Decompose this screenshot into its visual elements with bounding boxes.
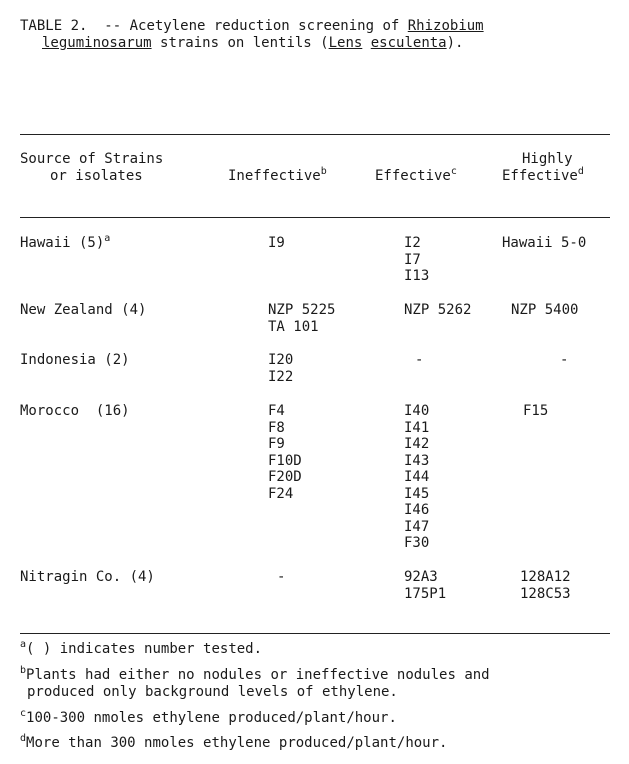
footnote-mark: a xyxy=(20,639,27,650)
footnote-mark: d xyxy=(20,733,27,744)
strain-code: 128A12 xyxy=(520,569,571,585)
strain-code: I2 xyxy=(404,235,421,251)
strain-code: I43 xyxy=(404,452,430,469)
header-highly-line2: Effective xyxy=(502,168,578,184)
title-text: Acetylene reduction screening of xyxy=(129,18,400,34)
footnote-text: 100-300 nmoles ethylene produced/plant/hour. xyxy=(26,710,397,726)
strain-code: NZP 5225 xyxy=(268,302,336,318)
strain-code: 128C53 xyxy=(520,585,571,602)
header-source-line1: Source of Strains xyxy=(20,151,164,167)
strain-code: I7 xyxy=(404,251,421,268)
row-ineffective-indonesia xyxy=(268,352,293,385)
row-source-hawaii xyxy=(20,235,110,252)
header-effective-label: Effective xyxy=(375,168,451,184)
footnote-mark-b: b xyxy=(320,166,327,177)
host-genus: Lens xyxy=(328,35,363,51)
strain-code: F15 xyxy=(523,403,549,419)
table-label: TABLE 2. xyxy=(20,18,88,34)
strain-code: F9 xyxy=(268,436,285,452)
strain-code: I45 xyxy=(404,485,430,502)
row-ineffective-new-zealand xyxy=(268,302,335,335)
strain-code: I41 xyxy=(404,419,430,436)
row-effective-morocco xyxy=(404,403,429,552)
top-rule xyxy=(20,134,610,135)
row-source-indonesia: Indonesia (2) xyxy=(20,352,130,368)
footnote-mark: c xyxy=(20,708,27,719)
footnote-text: Plants had either no nodules or ineffective nodules and xyxy=(26,667,490,683)
header-source xyxy=(20,151,163,185)
table-title xyxy=(20,18,484,35)
row-ineffective-hawaii xyxy=(268,235,285,252)
row-effective-indonesia xyxy=(415,352,423,369)
footnote-mark: b xyxy=(20,665,27,676)
header-ineffective xyxy=(228,168,327,185)
strain-code: NZP 5400 xyxy=(511,302,579,318)
title-post: ). xyxy=(446,35,464,51)
strain-code: 175P1 xyxy=(404,585,447,602)
header-source-line2: or isolates xyxy=(50,168,143,184)
strain-code: F8 xyxy=(268,419,285,436)
row-ineffective-morocco xyxy=(268,403,302,502)
strain-code: F30 xyxy=(404,535,430,551)
species-genus: Rhizobium xyxy=(407,18,484,34)
strain-code: F10D xyxy=(268,452,302,469)
dash-placeholder: - xyxy=(277,569,286,585)
footnote-mark-c: c xyxy=(450,166,457,177)
strain-code: I9 xyxy=(268,235,285,251)
row-highly-indonesia xyxy=(560,352,568,369)
strain-code: 92A3 xyxy=(404,569,438,585)
table-title-line2 xyxy=(42,35,463,52)
footnote-b xyxy=(20,667,490,701)
header-effective xyxy=(375,168,457,185)
strain-code: NZP 5262 xyxy=(404,302,472,318)
strain-code: I40 xyxy=(404,403,430,419)
footnote-mark-a: a xyxy=(104,233,111,244)
row-highly-new-zealand xyxy=(511,302,578,319)
row-ineffective-nitragin xyxy=(277,569,285,586)
row-highly-morocco xyxy=(523,403,548,420)
header-highly-line1: Highly xyxy=(522,151,573,167)
title-mid: strains on lentils ( xyxy=(160,35,329,51)
strain-code: I22 xyxy=(268,368,294,385)
bottom-rule xyxy=(20,633,610,634)
row-highly-nitragin xyxy=(520,569,571,602)
header-ineffective-label: Ineffective xyxy=(228,168,321,184)
row-effective-new-zealand xyxy=(404,302,471,319)
strain-code: I13 xyxy=(404,268,430,284)
dash-placeholder: - xyxy=(415,352,424,368)
footnote-text: ( ) indicates number tested. xyxy=(26,641,263,657)
row-highly-hawaii xyxy=(502,235,586,252)
strain-code: I20 xyxy=(268,352,294,368)
strain-code: Hawaii 5-0 xyxy=(502,235,587,251)
strain-code: I42 xyxy=(404,436,430,452)
footnote-d xyxy=(20,735,447,752)
strain-code: TA 101 xyxy=(268,318,319,335)
footnote-c xyxy=(20,710,397,727)
source-label: Hawaii (5) xyxy=(20,235,105,251)
strain-code: F4 xyxy=(268,403,285,419)
strain-code: I47 xyxy=(404,518,430,535)
strain-code: F20D xyxy=(268,469,302,485)
footnote-text: More than 300 nmoles ethylene produced/plant/hour. xyxy=(26,735,448,751)
strain-code: I44 xyxy=(404,469,430,485)
strain-code: F24 xyxy=(268,485,294,502)
footnote-text: produced only background levels of ethylene. xyxy=(27,684,398,700)
footnote-mark-d: d xyxy=(577,166,584,177)
row-source-nitragin: Nitragin Co. (4) xyxy=(20,569,155,585)
species-epithet: leguminosarum xyxy=(42,35,152,51)
row-effective-nitragin xyxy=(404,569,446,602)
title-dash: -- xyxy=(104,18,122,34)
row-source-morocco: Morocco (16) xyxy=(20,403,130,419)
row-source-new-zealand: New Zealand (4) xyxy=(20,302,147,318)
footnote-a xyxy=(20,641,262,658)
row-effective-hawaii xyxy=(404,235,429,285)
host-epithet: esculenta xyxy=(370,35,447,51)
dash-placeholder: - xyxy=(560,352,569,368)
header-rule xyxy=(20,217,610,218)
strain-code: I46 xyxy=(404,502,430,518)
header-highly-effective xyxy=(502,151,584,185)
